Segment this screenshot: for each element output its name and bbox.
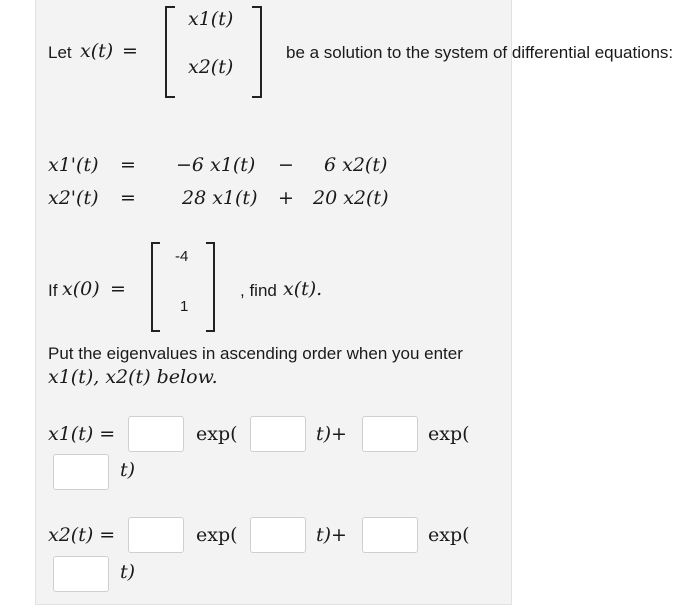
answer-2-eigen-2-input[interactable] [53, 556, 109, 592]
find-x-of-t: x(t). [283, 278, 323, 300]
answer-1-exp-open: exp( [196, 423, 238, 445]
answer-2-close: t) [120, 561, 136, 583]
system-row-2-op: + [278, 187, 294, 209]
answer-2-eigen-1-input[interactable] [250, 517, 306, 553]
answer-2-coef-2-input[interactable] [362, 517, 418, 553]
system-row-1-lhs: x1'(t) [48, 154, 99, 176]
system-row-1-term-1: −6 x1(t) [176, 154, 256, 176]
vector-bracket-right [252, 6, 262, 98]
initial-entry-1: -4 [175, 248, 189, 265]
answer-2-coef-1-input[interactable] [128, 517, 184, 553]
system-row-1-eq: = [120, 154, 136, 176]
find-label: , find [240, 281, 277, 300]
answer-1-exp-open-2: exp( [428, 423, 470, 445]
vector-entry-2: x2(t) [188, 56, 234, 78]
initial-entry-2: 1 [180, 298, 189, 315]
if-label: If [48, 281, 58, 300]
initial-equals: = [110, 278, 126, 300]
answer-2-mid: t)+ [316, 524, 347, 546]
let-label: Let [48, 43, 72, 62]
system-row-2-term-1: 28 x1(t) [182, 187, 258, 209]
instruction-line-2: x1(t), x2(t) below. [48, 366, 218, 388]
answer-2-exp-open-2: exp( [428, 524, 470, 546]
answer-1-coef-2-input[interactable] [362, 416, 418, 452]
system-row-2-eq: = [120, 187, 136, 209]
initial-bracket-right [206, 242, 215, 332]
answer-1-lhs: x1(t) = [48, 423, 116, 445]
system-row-1-op: − [278, 154, 294, 176]
answer-1-close: t) [120, 459, 136, 481]
answer-1-eigen-2-input[interactable] [53, 454, 109, 490]
system-row-2-lhs: x2'(t) [48, 187, 99, 209]
system-row-2-term-2: 20 x2(t) [313, 187, 389, 209]
initial-bracket-left [151, 242, 160, 332]
intro-suffix: be a solution to the system of differential equations: [286, 43, 674, 62]
vector-bracket-left [165, 6, 175, 98]
answer-2-lhs: x2(t) = [48, 524, 116, 546]
answer-1-mid: t)+ [316, 423, 347, 445]
equals-sign: = [122, 40, 138, 62]
system-row-1-term-2: 6 x2(t) [324, 154, 388, 176]
x-of-t: x(t) [80, 40, 114, 62]
x-of-0: x(0) [62, 278, 100, 300]
answer-1-coef-1-input[interactable] [128, 416, 184, 452]
answer-2-exp-open: exp( [196, 524, 238, 546]
answer-1-eigen-1-input[interactable] [250, 416, 306, 452]
question-panel [35, 0, 512, 605]
vector-entry-1: x1(t) [188, 8, 234, 30]
instruction-line-1: Put the eigenvalues in ascending order when you enter [48, 344, 463, 363]
